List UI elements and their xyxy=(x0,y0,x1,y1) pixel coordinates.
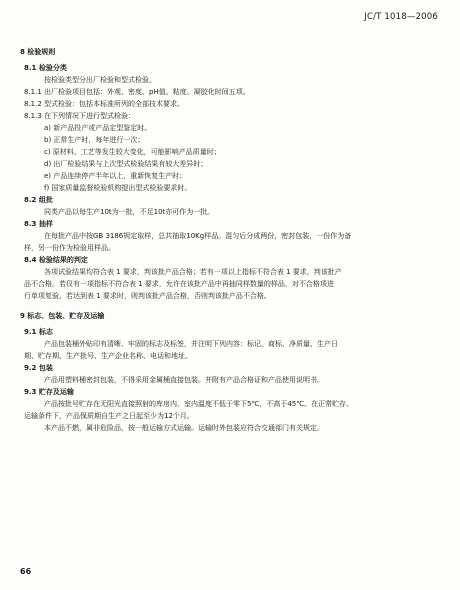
section-8-1-1: 8.1.1 出厂检验项目包括：外观、密度、pH值、粘度、凝胶化时间五项。 xyxy=(24,88,250,96)
section-8-2-text: 同类产品以每生产10t为一批，不足10t亦可作为一批。 xyxy=(44,208,215,216)
section-8-4-heading: 8.4 检验结果的判定 xyxy=(24,256,88,264)
section-9-1-text: 产品包装桶外贴印有清晰、牢固的标志及标签，并注明下列内容：标记、商标、净质量、生产日 xyxy=(44,340,338,348)
section-8-3-text: 在每批产品中按GB 3186规定取样，总共抽取10Kg样品。混匀后分成两份，密封包装，一份作为备 xyxy=(44,232,352,240)
section-9-2-heading: 9.2 包装 xyxy=(24,364,53,372)
list-item: f) 国家质量监督检验机构提出型式检验要求时。 xyxy=(44,184,192,192)
section-8-4-text: 各项试验结果均符合表 1 要求，判该批产品合格；若有一项以上指标不符合表 1 要求，判该批产 xyxy=(44,268,342,276)
section-9-1-text: 期、贮存期、生产批号、生产企业名称、电话和地址。 xyxy=(24,352,192,360)
list-item: e) 产品连续停产半年以上，重新恢复生产时； xyxy=(44,172,187,180)
section-8-2-heading: 8.2 组批 xyxy=(24,196,53,204)
section-9-title: 9 标志、包装、贮存及运输 xyxy=(20,312,105,320)
page-number: 66 xyxy=(20,567,32,576)
list-item: d) 出厂检验结果与上次型式检验结果有较大差异时； xyxy=(44,160,208,168)
section-8-1-3: 8.1.3 在下列情况下进行型式检验： xyxy=(24,112,136,120)
document-body xyxy=(20,46,444,434)
section-9-1-heading: 9.1 标志 xyxy=(24,328,53,336)
section-8-4-text: 行单项复验。若达到表 1 要求时，则判该批产品合格，否则判该批产品不合格。 xyxy=(24,292,271,300)
section-8-1-heading: 8.1 检验分类 xyxy=(24,64,67,72)
section-8-4-text: 品不合格。若仅有一项指标不符合表 1 要求，允许在该批产品中再抽同样数量的样品，对不合格项进 xyxy=(24,280,334,288)
section-8-3-text: 样，另一份作为检验用样品。 xyxy=(24,244,115,252)
list-item: a) 新产品投产或产品定型鉴定时。 xyxy=(44,124,152,132)
list-item: c) 原材料、工艺等发生较大变化，可能影响产品质量时； xyxy=(44,148,221,156)
section-9-3-text: 本产品不燃，属非危险品，按一般运输方式运输。运输时外包装应符合交通部门有关规定。 xyxy=(44,424,324,432)
section-9-3-text: 运输条件下，产品保质期自生产之日起至少为12个月。 xyxy=(24,412,194,420)
section-9-3-text: 产品按批号贮存在无阳光直接照射的库房内，室内温度不低于零下5℃，不高于45℃。在正常贮存、 xyxy=(44,400,354,408)
list-item: b) 正常生产时，每年进行一次； xyxy=(44,136,145,144)
section-8-1-2: 8.1.2 型式检验：包括本标准所列的全部技术要求。 xyxy=(24,100,185,108)
section-8-title: 8 检验规则 xyxy=(20,48,56,56)
standard-code: JC/T 1018—2006 xyxy=(364,12,438,22)
section-9-3-heading: 9.3 贮存及运输 xyxy=(24,388,74,396)
section-8-3-heading: 8.3 抽样 xyxy=(24,220,53,228)
section-8-1-text: 按检验类型分出厂检验和型式检验。 xyxy=(44,76,156,84)
section-9-2-text: 产品用塑料桶密封包装，不得采用金属桶直接包装。并附有产品合格证和产品使用说明书。 xyxy=(44,376,324,384)
